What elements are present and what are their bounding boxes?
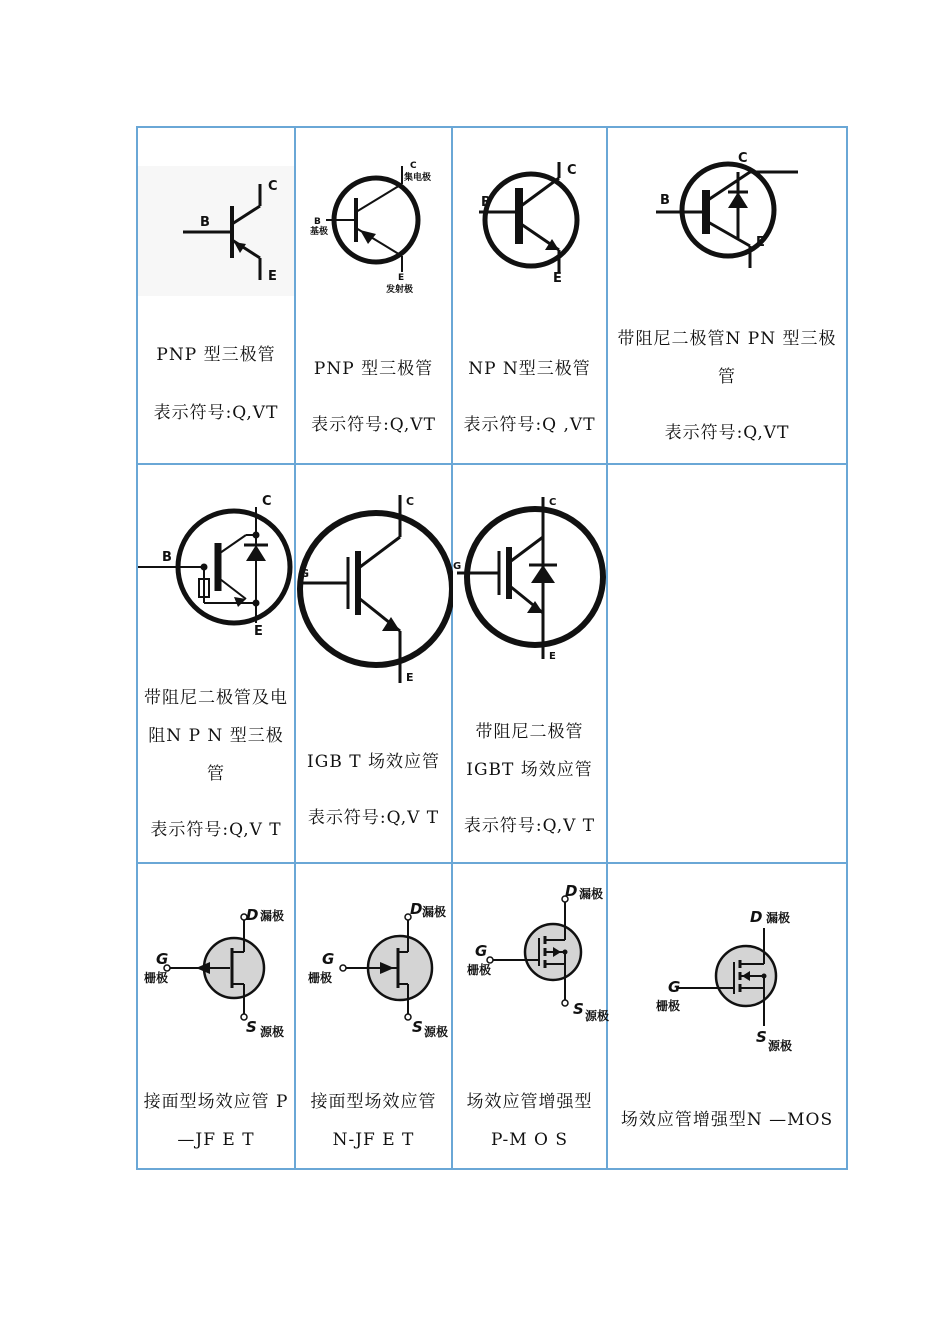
gate-name: 栅极 [656, 999, 681, 1013]
n-jfet-icon [296, 884, 451, 1044]
cell-n-jfet [296, 864, 451, 1168]
caption-name-line3: 管 [207, 764, 225, 784]
caption-symbol: 表示符号:Q,VT [311, 415, 436, 435]
emitter-label: E [398, 273, 405, 283]
caption [608, 1101, 846, 1139]
n-mos-icon [638, 902, 818, 1062]
drain-name: 漏极 [260, 909, 285, 923]
caption [296, 1083, 451, 1159]
caption-name-line1: 接面型场效应管 P [143, 1092, 289, 1112]
caption-name-line1: 场效应管增强型 [466, 1092, 593, 1112]
caption [296, 743, 451, 837]
caption-symbol: 表示符号:Q,V T [150, 820, 282, 840]
cell-npn-damper [608, 128, 846, 463]
gate-name: 栅极 [467, 963, 492, 977]
pnp-transistor-icon [138, 166, 294, 296]
caption [453, 350, 606, 444]
base-label: B [660, 193, 670, 208]
gate-name: 栅极 [144, 971, 169, 985]
caption-name: IGB T 场效应管 [307, 752, 440, 772]
caption-name: 场效应管增强型N —MOS [620, 1110, 834, 1130]
collector-label: C [406, 495, 415, 508]
emitter-name: 发射极 [386, 285, 414, 295]
collector-label: C [410, 161, 417, 171]
collector-name: 集电极 [404, 173, 432, 183]
pnp-transistor-icon [306, 154, 451, 294]
collector-label: C [268, 179, 278, 194]
caption [608, 320, 846, 452]
gate-label: G [668, 978, 681, 996]
base-label: B [162, 550, 172, 565]
base-label: B [481, 195, 491, 210]
caption [453, 1083, 606, 1159]
caption-symbol: 表示符号:Q,V T [307, 808, 440, 828]
cell-npn-damper-resistor [138, 465, 294, 862]
caption-name-line2: P-M O S [490, 1130, 569, 1150]
drain-label: D [246, 906, 259, 924]
drain-label: D [565, 882, 578, 900]
source-label: S [573, 1000, 584, 1018]
caption-name-line2: —JF E T [177, 1130, 255, 1150]
emitter-label: E [406, 671, 414, 684]
caption-name: NP N型三极管 [468, 359, 591, 379]
p-jfet-icon [138, 884, 294, 1044]
drain-name: 漏极 [422, 905, 447, 919]
cell-igbt-damper [453, 465, 606, 862]
caption-symbol: 表示符号:Q,VT [664, 423, 790, 443]
gate-label: G [156, 950, 169, 968]
caption-name: PNP 型三极管 [156, 345, 276, 365]
emitter-label: E [268, 269, 277, 284]
source-name: 源极 [768, 1039, 793, 1053]
source-label: S [756, 1028, 767, 1046]
base-name: 基极 [310, 227, 329, 237]
cell-npn [453, 128, 606, 463]
caption [138, 336, 294, 432]
igbt-damper-diode-icon [453, 491, 606, 663]
source-name: 源极 [424, 1025, 449, 1039]
npn-damper-resistor-transistor-icon [138, 487, 294, 637]
caption-name-line1: 接面型场效应管 [310, 1092, 437, 1112]
p-mos-icon [453, 876, 610, 1036]
gate-name: 栅极 [308, 971, 333, 985]
caption-name-line2: IGBT 场效应管 [466, 760, 593, 780]
npn-damper-diode-transistor-icon [652, 142, 812, 272]
caption-symbol: 表示符号:Q ,VT [463, 415, 596, 435]
cell-p-mos [453, 864, 610, 1168]
emitter-label: E [553, 271, 562, 286]
npn-transistor-icon [461, 154, 601, 294]
caption [138, 679, 294, 849]
collector-label: C [262, 494, 272, 509]
table-border [846, 126, 848, 1170]
collector-label: C [567, 163, 577, 178]
gate-label: G [300, 567, 310, 580]
cell-empty [608, 465, 846, 862]
source-label: S [246, 1018, 257, 1036]
caption [453, 713, 606, 845]
caption-name-line2: 管 [718, 367, 736, 387]
emitter-label: E [254, 624, 263, 639]
igbt-icon [296, 491, 451, 685]
source-name: 源极 [260, 1025, 285, 1039]
table-border [136, 1168, 848, 1170]
caption [296, 350, 451, 444]
collector-label: C [738, 151, 748, 166]
collector-label: C [549, 497, 557, 508]
caption-symbol: 表示符号:Q,V T [463, 816, 596, 836]
caption-symbol: 表示符号:Q,VT [153, 403, 279, 423]
drain-name: 漏极 [579, 887, 604, 901]
caption-name-line1: 带阻尼二极管N PN 型三极 [617, 329, 837, 349]
caption-name-line1: 带阻尼二极管 [475, 722, 584, 742]
caption-name-line2: 阻N P N 型三极 [148, 726, 284, 746]
cell-pnp-1 [138, 128, 294, 463]
gate-label: G [322, 950, 335, 968]
emitter-label: E [756, 235, 765, 250]
caption-name: PNP 型三极管 [313, 359, 434, 379]
drain-label: D [750, 908, 763, 926]
drain-name: 漏极 [766, 911, 791, 925]
source-label: S [412, 1018, 423, 1036]
emitter-label: E [549, 651, 556, 662]
drain-label: D [410, 900, 423, 918]
source-name: 源极 [585, 1009, 610, 1023]
cell-igbt [296, 465, 451, 862]
base-label: B [200, 215, 210, 230]
component-table [136, 126, 848, 1170]
caption-name-line1: 带阻尼二极管及电 [144, 688, 288, 708]
caption-name-line2: N-JF E T [332, 1130, 415, 1150]
cell-p-jfet [138, 864, 294, 1168]
cell-pnp-2 [296, 128, 451, 463]
gate-label: G [453, 561, 462, 572]
cell-n-mos [608, 864, 846, 1168]
base-label: B [314, 217, 321, 227]
caption [138, 1083, 294, 1159]
gate-label: G [475, 942, 488, 960]
